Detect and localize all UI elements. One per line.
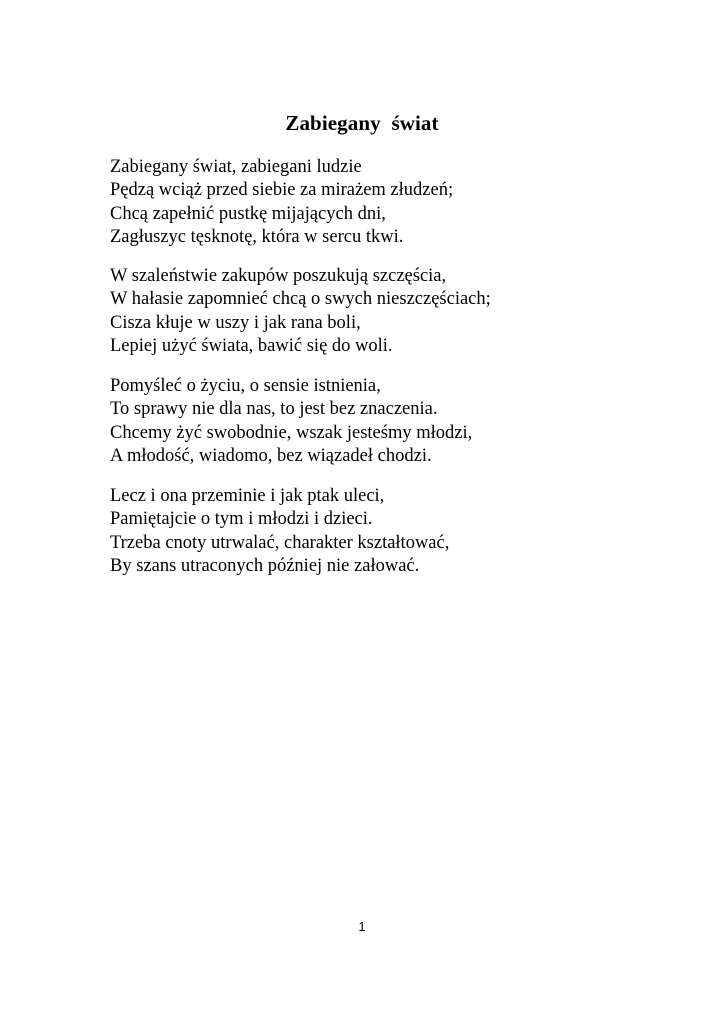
poem-line: Pomyśleć o życiu, o sensie istnienia, <box>110 376 381 396</box>
poem-line: Pędzą wciąż przed siebie za mirażem złudzeń; <box>110 180 454 201</box>
stanza-1 <box>110 156 690 250</box>
poem-line: Trzeba cnoty utrwalać, charakter kształtować, <box>110 532 450 553</box>
poem-line: W szaleństwie zakupów poszukują szczęścia, <box>110 266 447 286</box>
poem-line: Pamiętajcie o tym i młodzi i dzieci. <box>110 509 373 530</box>
poem-line: By szans utraconych później nie załować. <box>110 556 420 577</box>
poem-line: To sprawy nie dla nas, to jest bez znaczenia. <box>110 399 438 420</box>
stanza-3 <box>110 375 690 469</box>
stanza-2 <box>110 265 690 359</box>
poem-line: Chcemy żyć swobodnie, wszak jesteśmy młodzi, <box>110 422 473 443</box>
poem-line: Zabiegany świat, zabiegani ludzie <box>110 157 362 177</box>
poem-line: Lepiej użyć świata, bawić się do woli. <box>110 336 393 357</box>
poem-line: Lecz i ona przeminie i jak ptak uleci, <box>110 486 385 506</box>
poem-line: Chcą zapełnić pustkę mijających dni, <box>110 203 386 224</box>
poem-line: Cisza kłuje w uszy i jak rana boli, <box>110 312 361 333</box>
stanza-4 <box>110 485 690 579</box>
poem-line: Zagłuszyc tęsknotę, która w sercu tkwi. <box>110 227 404 248</box>
poem-line: W hałasie zapomnieć chcą o swych nieszczęściach; <box>110 289 491 310</box>
page-number: 1 <box>358 919 366 934</box>
poem-title: Zabiegany świat <box>285 111 439 135</box>
poem-line: A młodość, wiadomo, bez wiązadeł chodzi. <box>110 446 432 467</box>
